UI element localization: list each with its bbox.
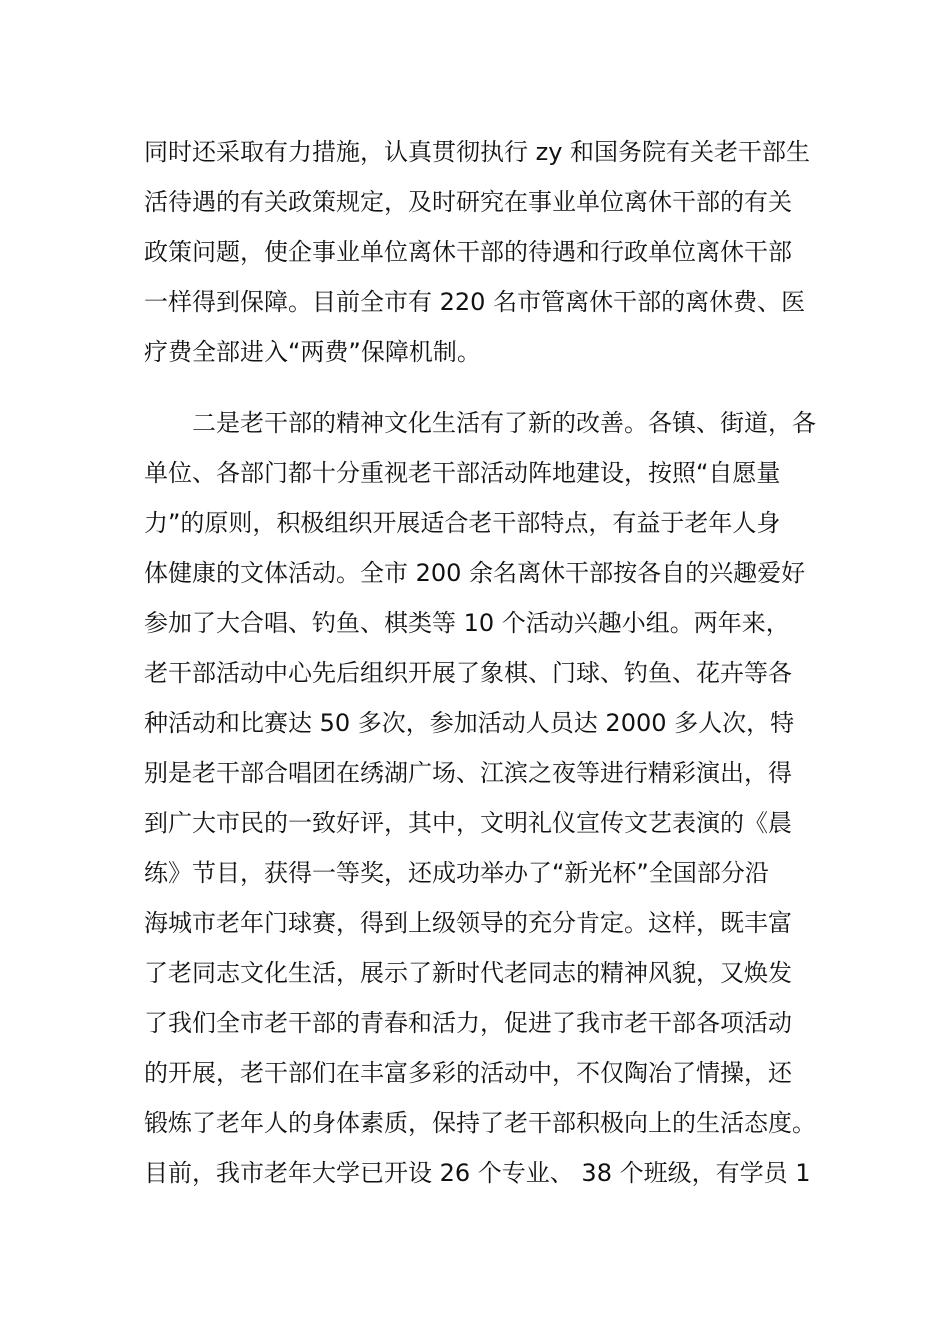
paragraph-line: 一样得到保障。目前全市有 220 名市管离休干部的离休费、医 <box>144 288 806 316</box>
paragraph-line: 锻炼了老年人的身体素质，保持了老干部积极向上的生活态度。 <box>144 1109 816 1137</box>
paragraph-line: 种活动和比赛达 50 多次，参加活动人员达 2000 多人次，特 <box>144 709 795 737</box>
paragraph-line: 体健康的文体活动。全市 200 余名离休干部按各自的兴趣爱好 <box>144 559 806 587</box>
paragraph-line: 的开展，老干部们在丰富多彩的活动中，不仅陶冶了情操，还 <box>144 1059 792 1087</box>
paragraph-line: 单位、各部门都十分重视老干部活动阵地建设，按照“自愿量 <box>144 459 781 487</box>
paragraph-line: 力”的原则，积极组织开展适合老干部特点，有益于老年人身 <box>144 509 781 537</box>
paragraph-line: 同时还采取有力措施，认真贯彻执行 zy 和国务院有关老干部生 <box>144 138 811 166</box>
paragraph-line: 到广大市民的一致好评，其中，文明礼仪宣传文艺表演的《晨 <box>144 809 792 837</box>
paragraph-line: 二是老干部的精神文化生活有了新的改善。各镇、街道，各 <box>192 409 816 437</box>
paragraph-line: 了我们全市老干部的青春和活力，促进了我市老干部各项活动 <box>144 1009 792 1037</box>
paragraph-line: 海城市老年门球赛，得到上级领导的充分肯定。这样，既丰富 <box>144 909 792 937</box>
paragraph-line: 别是老干部合唱团在绣湖广场、江滨之夜等进行精彩演出，得 <box>144 759 792 787</box>
paragraph-line: 参加了大合唱、钓鱼、棋类等 10 个活动兴趣小组。两年来， <box>144 609 790 637</box>
paragraph-line: 老干部活动中心先后组织开展了象棋、门球、钓鱼、花卉等各 <box>144 659 792 687</box>
paragraph-line: 目前，我市老年大学已开设 26 个专业、 38 个班级，有学员 1 <box>144 1159 811 1187</box>
paragraph-line: 活待遇的有关政策规定，及时研究在事业单位离休干部的有关 <box>144 188 792 216</box>
paragraph-line: 政策问题，使企事业单位离休干部的待遇和行政单位离休干部 <box>144 238 792 266</box>
paragraph-line: 了老同志文化生活，展示了新时代老同志的精神风貌，又焕发 <box>144 959 792 987</box>
paragraph-line: 疗费全部进入“两费”保障机制。 <box>144 338 481 366</box>
paragraph-line: 练》节目，获得一等奖，还成功举办了“新光杯”全国部分沿 <box>144 859 769 887</box>
